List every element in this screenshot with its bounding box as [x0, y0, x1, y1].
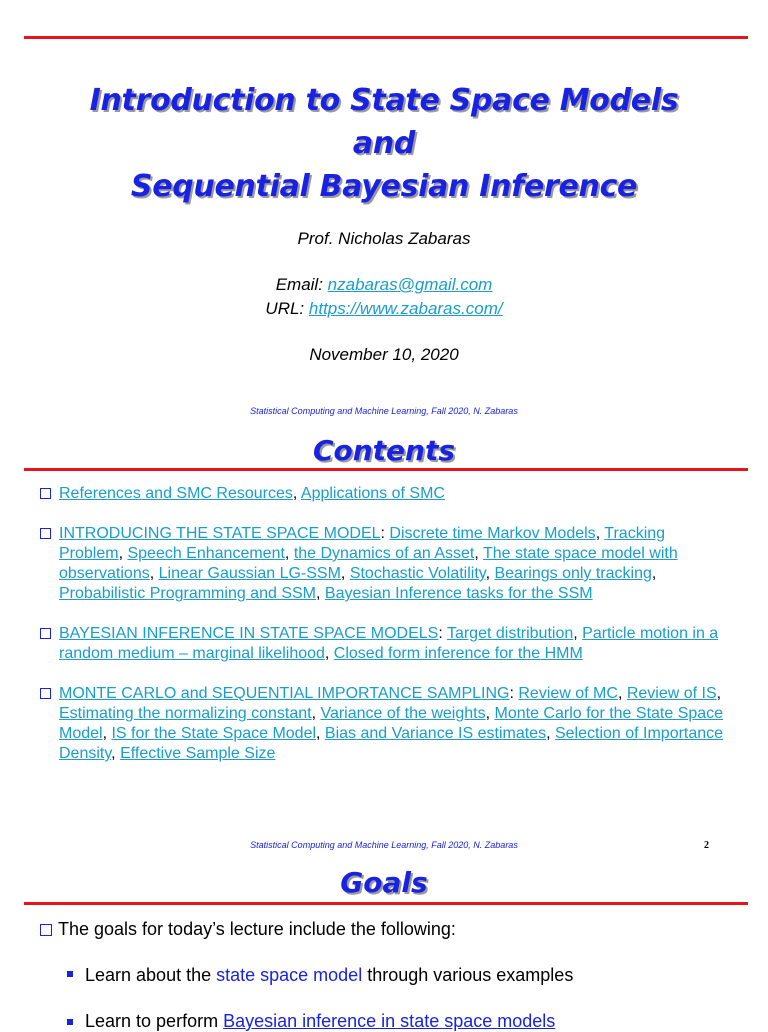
contents-link[interactable]: Review of MC — [518, 685, 618, 702]
contents-separator: , — [485, 705, 495, 722]
contents-separator: , — [485, 565, 495, 582]
contents-link[interactable]: Particle motion in a random medium – marginal likelihood — [59, 625, 719, 662]
contents-link[interactable]: Discrete time Markov Models — [389, 525, 596, 542]
contents-link[interactable]: Linear Gaussian LG-SSM — [158, 565, 341, 582]
contents-heading: Contents — [312, 434, 456, 467]
contents-separator: , — [118, 545, 128, 562]
contents-separator: , — [111, 745, 121, 762]
contents-item-text — [59, 684, 730, 764]
goal-bullet-2 — [85, 1010, 555, 1032]
contents-item-1 — [40, 484, 730, 504]
contents-separator: : — [509, 685, 519, 702]
goal-2-pre: Learn to perform — [85, 1011, 224, 1031]
contents-link[interactable]: Monte Carlo for the State Space Model — [59, 705, 724, 742]
date: November 10, 2020 — [309, 345, 459, 364]
contents-separator: , — [292, 485, 301, 502]
square-bullet-icon — [67, 971, 73, 977]
contents-separator: , — [716, 685, 722, 702]
top-rule — [24, 36, 748, 39]
contents-link[interactable]: Bayesian Inference tasks for the SSM — [324, 585, 593, 602]
page-number: 2 — [704, 840, 709, 851]
checkbox-bullet-icon — [40, 688, 51, 699]
goal-1-highlight: state space model — [216, 965, 363, 985]
contents-separator: : — [438, 625, 447, 642]
contents-link[interactable]: Estimating the normalizing constant — [59, 705, 312, 722]
contents-link[interactable]: Stochastic Volatility — [349, 565, 486, 582]
contents-separator: , — [595, 525, 605, 542]
contents-separator: : — [380, 525, 390, 542]
contents-link[interactable]: Target distribution — [446, 625, 574, 642]
contents-separator: , — [340, 565, 350, 582]
contents-separator: , — [311, 705, 321, 722]
contents-separator: , — [102, 725, 112, 742]
contents-link[interactable]: Bias and Variance IS estimates — [324, 725, 547, 742]
contents-link[interactable]: the Dynamics of an Asset — [293, 545, 475, 562]
contents-link[interactable]: INTRODUCING THE STATE SPACE MODEL — [59, 525, 381, 542]
title-line-3: Sequential Bayesian Inference — [130, 169, 638, 204]
url-link[interactable]: https://www.zabaras.com/ — [308, 299, 503, 318]
contents-separator: , — [546, 725, 555, 742]
contents-item-3 — [40, 624, 730, 664]
contents-link[interactable]: Selection of Importance Density — [59, 725, 724, 762]
checkbox-bullet-icon — [40, 528, 51, 539]
goals-intro — [40, 918, 456, 940]
contents-link[interactable]: Probabilistic Programming and SSM — [59, 585, 316, 602]
goals-rule — [24, 902, 748, 905]
contents-link[interactable]: IS for the State Space Model — [111, 725, 317, 742]
goal-2-highlight[interactable]: Bayesian inference in state space models — [223, 1011, 556, 1031]
contents-item-text — [59, 484, 730, 504]
contents-link[interactable]: Bearings only tracking — [494, 565, 652, 582]
contents-separator: , — [284, 545, 294, 562]
contents-separator: , — [474, 545, 483, 562]
goals-intro-text: The goals for today’s lecture include the following: — [58, 919, 456, 939]
goal-1-post: through various examples — [362, 965, 574, 985]
contents-link[interactable]: Effective Sample Size — [120, 745, 276, 762]
contents-rule — [24, 468, 748, 471]
contents-link[interactable]: Speech Enhancement — [127, 545, 285, 562]
slide1-footer: Statistical Computing and Machine Learning, Fall 2020, N. Zabaras — [250, 406, 518, 416]
email-link[interactable]: nzabaras@gmail.com — [327, 275, 493, 294]
email-line — [0, 275, 768, 295]
checkbox-bullet-icon — [40, 488, 51, 499]
contents-link[interactable]: MONTE CARLO and SEQUENTIAL IMPORTANCE SAMPLING — [59, 685, 510, 702]
contents-link[interactable]: Closed form inference for the HMM — [333, 645, 583, 662]
contents-link[interactable]: Applications of SMC — [300, 485, 445, 502]
contents-separator: , — [149, 565, 159, 582]
contents-link[interactable]: BAYESIAN INFERENCE IN STATE SPACE MODELS — [59, 625, 439, 642]
contents-link[interactable]: Variance of the weights — [320, 705, 486, 722]
contents-link[interactable]: The state space model with observations — [59, 545, 678, 582]
contents-link[interactable]: Tracking Problem — [59, 525, 666, 562]
author: Prof. Nicholas Zabaras — [297, 229, 471, 248]
goal-1-pre: Learn about the — [85, 965, 217, 985]
contents-separator: , — [617, 685, 627, 702]
checkbox-bullet-icon — [40, 924, 52, 936]
contents-separator: , — [324, 645, 334, 662]
contents-link[interactable]: References and SMC Resources — [59, 485, 293, 502]
goals-heading: Goals — [340, 866, 428, 899]
url-label: URL: — [265, 299, 309, 318]
contents-separator: , — [316, 725, 325, 742]
title-line-2: and — [352, 126, 416, 161]
checkbox-bullet-icon — [40, 628, 51, 639]
goal-bullet-1 — [85, 964, 573, 986]
url-line — [0, 299, 768, 319]
contents-item-2 — [40, 524, 730, 604]
email-label: Email: — [275, 275, 328, 294]
contents-item-text — [59, 624, 730, 664]
contents-link[interactable]: Review of IS — [626, 685, 717, 702]
title-line-1: Introduction to State Space Models — [89, 83, 679, 118]
contents-item-text — [59, 524, 730, 604]
contents-item-4 — [40, 684, 730, 764]
contents-separator: , — [316, 585, 325, 602]
square-bullet-icon — [67, 1019, 73, 1025]
contents-separator: , — [573, 625, 583, 642]
slide2-footer: Statistical Computing and Machine Learning, Fall 2020, N. Zabaras — [250, 840, 518, 850]
contents-separator: , — [651, 565, 657, 582]
